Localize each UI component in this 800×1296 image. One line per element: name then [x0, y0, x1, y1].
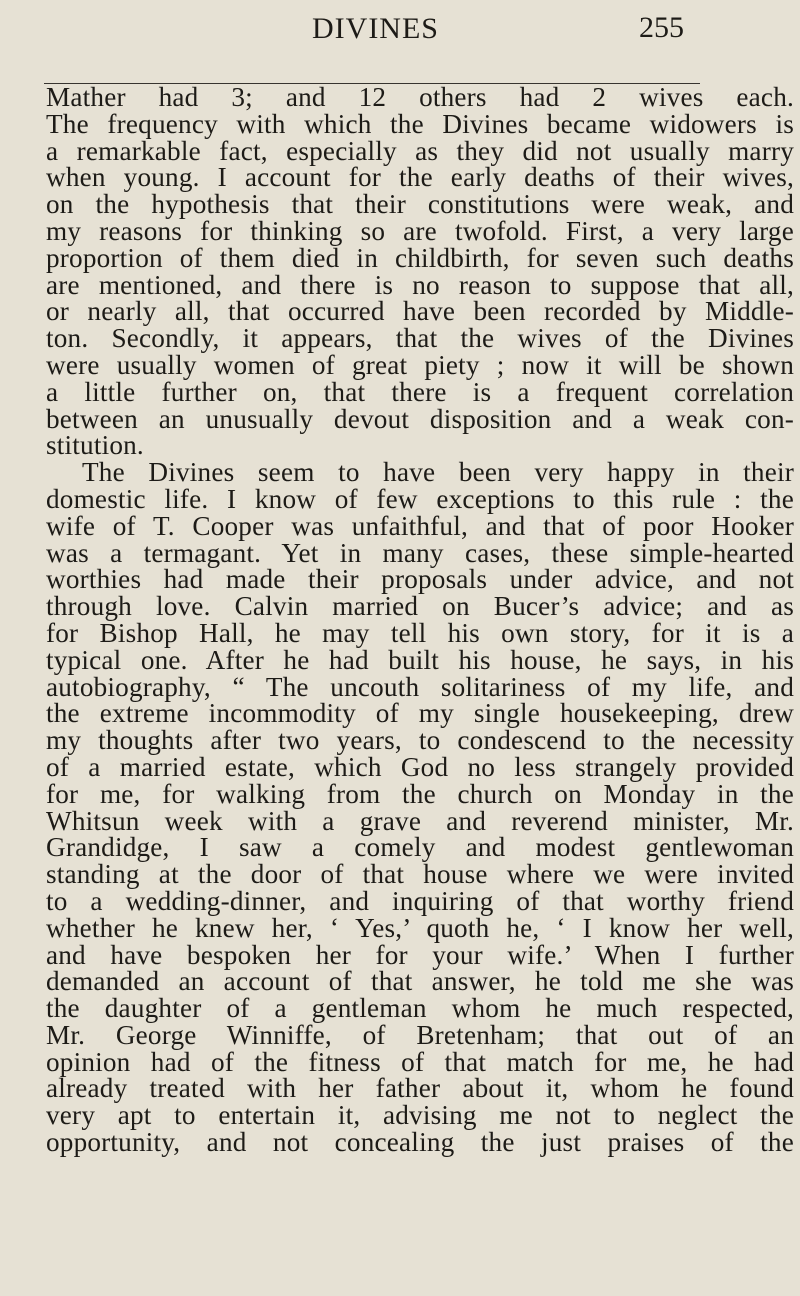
text-line: Mr. George Winniffe, of Bretenham; that out of an: [46, 1019, 794, 1050]
text-line: for Bishop Hall, he may tell his own story, for it is a: [46, 617, 794, 648]
text-line: Grandidge, I saw a comely and modest gentlewoman: [46, 832, 794, 863]
text-line: was a termagant. Yet in many cases, these simple-hearted: [46, 537, 794, 568]
text-line: standing at the door of that house where we were invited: [46, 859, 794, 890]
text-line: proportion of them died in childbirth, for seven such deaths: [46, 242, 794, 273]
text-line: of a married estate, which God no less strangely provided: [46, 751, 794, 782]
text-line: autobiography, “ The uncouth solitariness of my life, and: [46, 671, 794, 702]
text-line: are mentioned, and there is no reason to suppose that all,: [46, 269, 794, 300]
text-line: ton. Secondly, it appears, that the wives of the Divines: [46, 323, 794, 354]
text-line: a little further on, that there is a frequent correlation: [46, 376, 794, 407]
text-line: for me, for walking from the church on Monday in the: [46, 778, 794, 809]
text-line: were usually women of great piety ; now it will be shown: [46, 349, 794, 380]
text-line: opportunity, and not concealing the just praises of the: [46, 1127, 794, 1158]
text-line: whether he knew her, ‘ Yes,’ quoth he, ‘ I know her well,: [46, 912, 794, 943]
text-line: a remarkable fact, especially as they did not usually marry: [46, 135, 794, 166]
text-line: between an unusually devout disposition and a weak con-: [46, 403, 794, 434]
paragraph-1: [46, 84, 794, 459]
text-line: demanded an account of that answer, he told me she was: [46, 966, 794, 997]
body-text: [46, 84, 794, 1156]
text-line: worthies had made their proposals under advice, and not: [46, 564, 794, 595]
text-line: to a wedding-dinner, and inquiring of that worthy friend: [46, 885, 794, 916]
text-line: very apt to entertain it, advising me not to neglect the: [46, 1100, 794, 1131]
page-number: 255: [639, 11, 684, 44]
text-line: The frequency with which the Divines became widowers is: [46, 108, 794, 139]
text-line: The Divines seem to have been very happy in their: [82, 457, 794, 488]
text-line: Mather had 3; and 12 others had 2 wives each.: [46, 82, 794, 112]
text-line: wife of T. Cooper was unfaithful, and that of poor Hooker: [46, 510, 794, 541]
page-header: [0, 10, 800, 62]
text-line: through love. Calvin married on Bucer’s advice; and as: [46, 591, 794, 622]
text-line: already treated with her father about it, whom he found: [46, 1073, 794, 1104]
text-line: the daughter of a gentleman whom he much respected,: [46, 993, 794, 1024]
text-line: my thoughts after two years, to condescend to the necessity: [46, 725, 794, 756]
text-line: domestic life. I know of few exceptions to this rule : the: [46, 483, 794, 514]
text-line: typical one. After he had built his house, he says, in his: [46, 644, 794, 675]
text-line: on the hypothesis that their constitutions were weak, and: [46, 189, 794, 220]
text-line: stitution.: [46, 430, 144, 461]
text-line: when young. I account for the early deaths of their wives,: [46, 162, 794, 193]
text-line: my reasons for thinking so are twofold. First, a very large: [46, 215, 794, 246]
text-line: or nearly all, that occurred have been recorded by Middle-: [46, 296, 794, 327]
paragraph-2: [46, 459, 794, 1156]
running-head: DIVINES: [312, 12, 439, 45]
text-line: Whitsun week with a grave and reverend minister, Mr.: [46, 805, 794, 836]
text-line: opinion had of the fitness of that match for me, he had: [46, 1046, 794, 1077]
text-line: the extreme incommodity of my single housekeeping, drew: [46, 698, 794, 729]
text-line: and have bespoken her for your wife.’ When I further: [46, 939, 794, 970]
